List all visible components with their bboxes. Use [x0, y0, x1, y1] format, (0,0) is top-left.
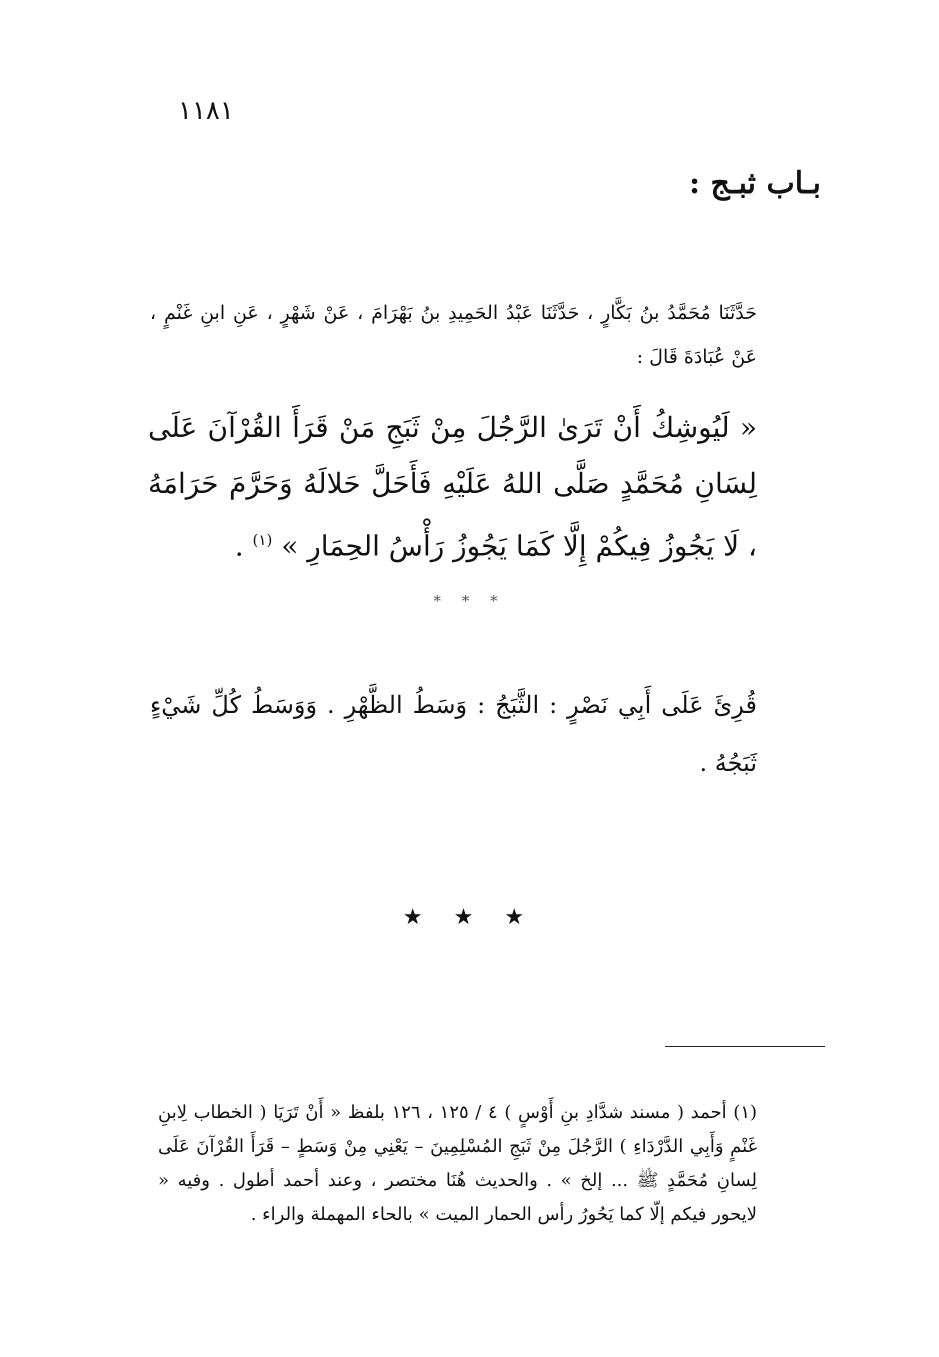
page-number: ١١٨١ — [178, 96, 234, 126]
footnote-ref-marker: (١) — [252, 531, 273, 549]
footnote-divider — [665, 1046, 825, 1047]
commentary-paragraph — [150, 676, 757, 792]
section-separator-asterisks: * * * — [433, 592, 506, 610]
chapter-title: بـاب ثبـج : — [688, 166, 821, 201]
footnote-text: (١) أحمد ( مسند شدَّادِ بنِ أَوْسٍ ) ٤ / ١٢٥ ، ١٢٦ بلفظ « أَنْ تَرَيَا ( الخطاب لِابنِ غَنْمٍ وَأَبِي الدَّرْدَاءِ ) الرَّجُلَ مِنْ ثَبَجِ المُسْلِمِينَ – يَعْنِي مِنْ وَسَطٍ – قَرَأَ القُرْآنَ عَلَى لِسانِ مُحَمَّدٍ ﷺ ... إلخ » . والحديث هُنَا مختصر ، وعند أحمد أطول . وفيه « لايحور فيكم إلّا كما يَحُورُ رأس الحمار الميت » بالحاء المهملة والراء . — [158, 1102, 758, 1225]
isnad-paragraph — [150, 291, 757, 379]
hadith-text: « لَيُوشِكُ أَنْ تَرَىٰ الرَّجُلَ مِنْ ثَبَجِ مَنْ قَرَأَ القُرْآنَ عَلَى لِسَانِ مُحَمَّدٍ صَلَّى اللهُ عَلَيْهِ فَأَحَلَّ حَلالَهُ وَحَرَّمَ حَرَامَهُ ، لَا يَجُوزُ فِيكُمْ إِلَّا كَمَا يَجُوزُ رَأْسُ الحِمَارِ » — [148, 411, 757, 563]
isnad-text: حَدَّثَنَا مُحَمَّدُ بنُ بَكَّارٍ ، حَدَّثَنَا عَبْدُ الحَمِيدِ بنُ بَهْرَامَ ، عَنْ شَهْرٍ ، عَنِ ابنِ غَنْمٍ ، عَنْ عُبَادَةَ قَالَ : — [150, 302, 757, 368]
footnote-paragraph — [158, 1096, 757, 1232]
hadith-end-mark: . — [234, 529, 244, 563]
section-separator-stars: ★ ★ ★ — [402, 905, 537, 930]
hadith-paragraph — [148, 400, 757, 574]
commentary-text: قُرِئَ عَلَى أَبِي نَصْرٍ : الثَّبَجُ : وَسَطُ الظَّهْرِ . وَوَسَطُ كُلِّ شَيْءٍ ثَبَجُهُ . — [150, 691, 757, 777]
